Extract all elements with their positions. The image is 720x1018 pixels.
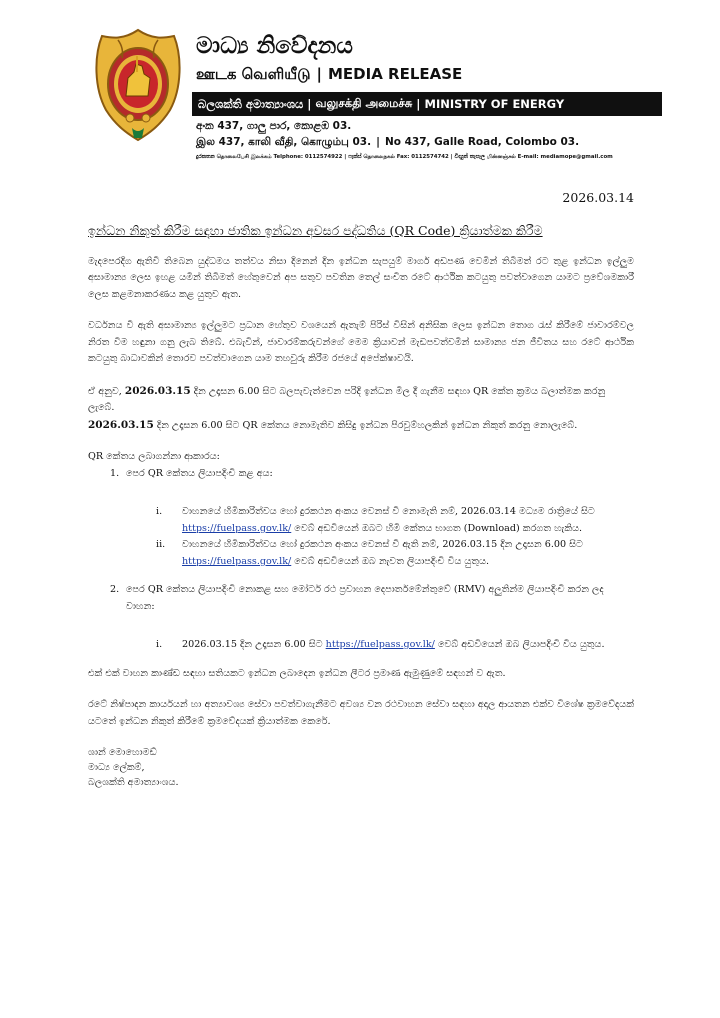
spacer [126, 482, 634, 494]
signatory-title: මාධ්‍ය ලේකම්, [88, 762, 145, 773]
paragraph-context: මැදපෙරදිග ඇතිවී තිබෙන යුද්ධමය තත්වය නිසා දිනෙන් දින ඉන්ධන සැපයුම් මාර්ග අඩපණ වෙමින් තිබීමත් රට තුළ ඉන්ධන ඉල්ලුම අසාමාන්‍ය ලෙස ඉහළ යමින් තිබීමත් හේතුවෙන් අප සතුව පවතින තෙල් සංචිත රටේ ආර්ථික කටයුතු පවත්වාගෙන යාමට ප්‍රවේශමකාරී ලෙස කළමනාකරණය කළ යුතුව ඇත. [88, 255, 634, 300]
separator: | [307, 97, 312, 111]
signatory-name: ශාන් මොහොමඩ් [88, 747, 157, 758]
fuelpass-link[interactable]: https://fuelpass.gov.lk/ [325, 639, 435, 650]
list-item-text: පෙර QR කේතය ලියාපදිංචි කළ අය: [126, 467, 273, 479]
contact-line: දුරකතන தொலைபேசி இலக்கம் Telphone: 0112574922 | ෆැක්ස් தொலைநகல் Fax: 0112574742 | විද්‍යුත් තැපෑල மின்னஞ்சல் E-mail: mediamope@gmail.com [196, 154, 613, 160]
text-run: වෙබ් අඩවියෙන් ඔබ ලියාපදිංචි විය යුතුය. [434, 639, 605, 650]
list-item [88, 582, 634, 666]
paragraph-essential-services: රටේ නිෂ්පාදන කාර්යයන් හා අත්‍යාවශ්‍ය සේවා පවත්වාගැනීමට අවශ්‍ය වන රථවාහන සේවා සඳහා අදාල ආයතන එක්ව විශේෂ ක්‍රමවේදයක් යටතේ ඉන්ධන නිකුත් කිරීමේ ක්‍රමවේදයක් ක්‍රියාත්මක කෙරේ. [88, 699, 634, 727]
list-item-text: පෙර QR කේතය ලියාපදිංචි නොකළ සහ මෝටර් රථ ප්‍රවාහන දෙපාර්තමේන්තුවේ (RMV) අලුතින්ම ලියාපදිංචි කරන ලද වාහන: [126, 584, 604, 612]
sri-lanka-emblem-icon [88, 26, 188, 144]
fuelpass-link[interactable]: https://fuelpass.gov.lk/ [182, 555, 292, 567]
list-number: 1. [110, 467, 120, 479]
subject-heading: ඉන්ධන නිකුත් කිරීම සඳහා ජාතික ඉන්ධන අවසර පද්ධතිය (QR Code) ක්‍රියාත්මක කිරීම [88, 222, 543, 238]
text-run: වාහනයේ හිමිකාරිත්වය හෝ දුරකථන අංකය වෙනස් වී නොමැති නම්, 2026.03.14 මධ්‍යම රාත්‍රියේ සිට [182, 506, 595, 517]
spacer [126, 570, 634, 582]
paragraph-reason: වර්ධනය වී ඇති අසාමාන්‍ය ඉල්ලුමට ප්‍රධාන හේතුව වශයෙන් ඇතැම් පිරිස් විසින් අනිසික ලෙස ඉන්ධන තොග රැස් කිරීමේ ජාවාරම්වල නිරත වීම හඳුනා ගනු ලැබ තිබේ. එබැවින්, ජාවාරම්කරුවන්ගේ මෙම ක්‍රියාවන් මැඩපවත්වමින් සාමාන්‍ය ජන ජීවිතය සහ රටේ ආර්ථික කටයුතු බාධාවකින් තොරව පවත්වාගෙන යාම තහවුරු කිරීම රජයේ අපේක්ෂාවයි. [88, 320, 634, 364]
letterhead-title-tamil: ஊடக வெளியீடு [196, 65, 311, 83]
spacer [126, 615, 634, 627]
text-run: වෙබ් අඩවියෙන් ඔබ නැවත ලියාපදිංචි විය යුතුය. [291, 555, 490, 567]
sub-list-item [126, 504, 634, 537]
effective-date: 2026.03.15 [88, 418, 154, 431]
ministry-sinhala: බලශක්ති අමාත්‍යාංශය [198, 96, 304, 111]
sub-list [126, 504, 634, 570]
effective-date: 2026.03.15 [124, 384, 191, 397]
separator: | [416, 97, 421, 111]
qr-instructions-list [88, 466, 634, 666]
list-number: 2. [110, 584, 120, 595]
ministry-banner [192, 92, 662, 116]
sub-list-item [126, 537, 634, 570]
address-tamil: இல 437, காலி வீதி, கொழும்பு 03. [196, 136, 372, 148]
sub-list-number: ii. [156, 539, 166, 550]
paragraph-no-qr-no-fuel [88, 417, 634, 435]
letterhead-title-english: MEDIA RELEASE [327, 65, 463, 83]
sub-list [126, 637, 634, 654]
letterhead-title-sinhala: මාධ්‍ය නිවේදනය [196, 33, 353, 59]
text-run: වෙබ් අඩවියෙන් ඔබට හිමි කේතය භාගත (Download) කරගත හැකිය. [291, 522, 583, 534]
letterhead-title-row [196, 64, 462, 84]
address-english: No 437, Galle Road, Colombo 03. [384, 136, 580, 148]
sub-list-number: i. [156, 506, 163, 517]
release-date: 2026.03.14 [562, 190, 634, 205]
address-row [196, 136, 579, 149]
separator: | [376, 136, 380, 148]
qr-instructions-heading: QR කේතය ලබාගන්නා ආකාරය: [88, 451, 220, 462]
text-run: වාහනයේ හිමිකාරිත්වය හෝ දුරකථන අංකය වෙනස් වී ඇති නම්, 2026.03.15 දින උදෑසන 6.00 සිට [182, 539, 583, 550]
text-run: දින උදෑසන 6.00 සිට QR කේතය නොමැතිව කිසිදු ඉන්ධන පිරවුම්හලකින් ඉන්ධන නිකුත් කරනු නොලැබේ. [153, 419, 578, 431]
sub-list-number: i. [156, 639, 163, 650]
sub-list-item [126, 637, 634, 654]
text-run: දින උදෑසන 6.00 සිට බලපැවැත්වෙන පරිදි ඉන්ධන මිල දී ගැනීම සඳහා QR කේත ක්‍රමය බලාත්මක කරනු ලැබේ. [88, 385, 606, 413]
paragraph-effective-date [88, 383, 634, 417]
signatory-organization: බලශක්ති අමාත්‍යාංශය. [88, 777, 179, 788]
ministry-tamil: வலுசக்தி அமைச்சு [315, 96, 413, 110]
text-run: ඒ අනුව, [88, 385, 125, 397]
address-sinhala: අංක 437, ගාලු පාර, කොළඹ 03. [196, 120, 352, 132]
fuelpass-link[interactable]: https://fuelpass.gov.lk/ [182, 522, 292, 534]
document-body [88, 190, 634, 790]
list-item [88, 466, 634, 583]
ministry-english: MINISTRY OF ENERGY [424, 97, 565, 111]
spacer [126, 654, 634, 666]
text-run: 2026.03.15 දින උදෑසන 6.00 සිට [182, 639, 326, 650]
paragraph-weekly-quota: එක් එක් වාහන කාණ්ඩ සඳහා සතියකට ඉන්ධන ලබාදෙන ඉන්ධන ලීටර ප්‍රමාණ ඇමුණුමේ සඳහන් ව ඇත. [88, 667, 506, 679]
separator: | [316, 65, 322, 83]
